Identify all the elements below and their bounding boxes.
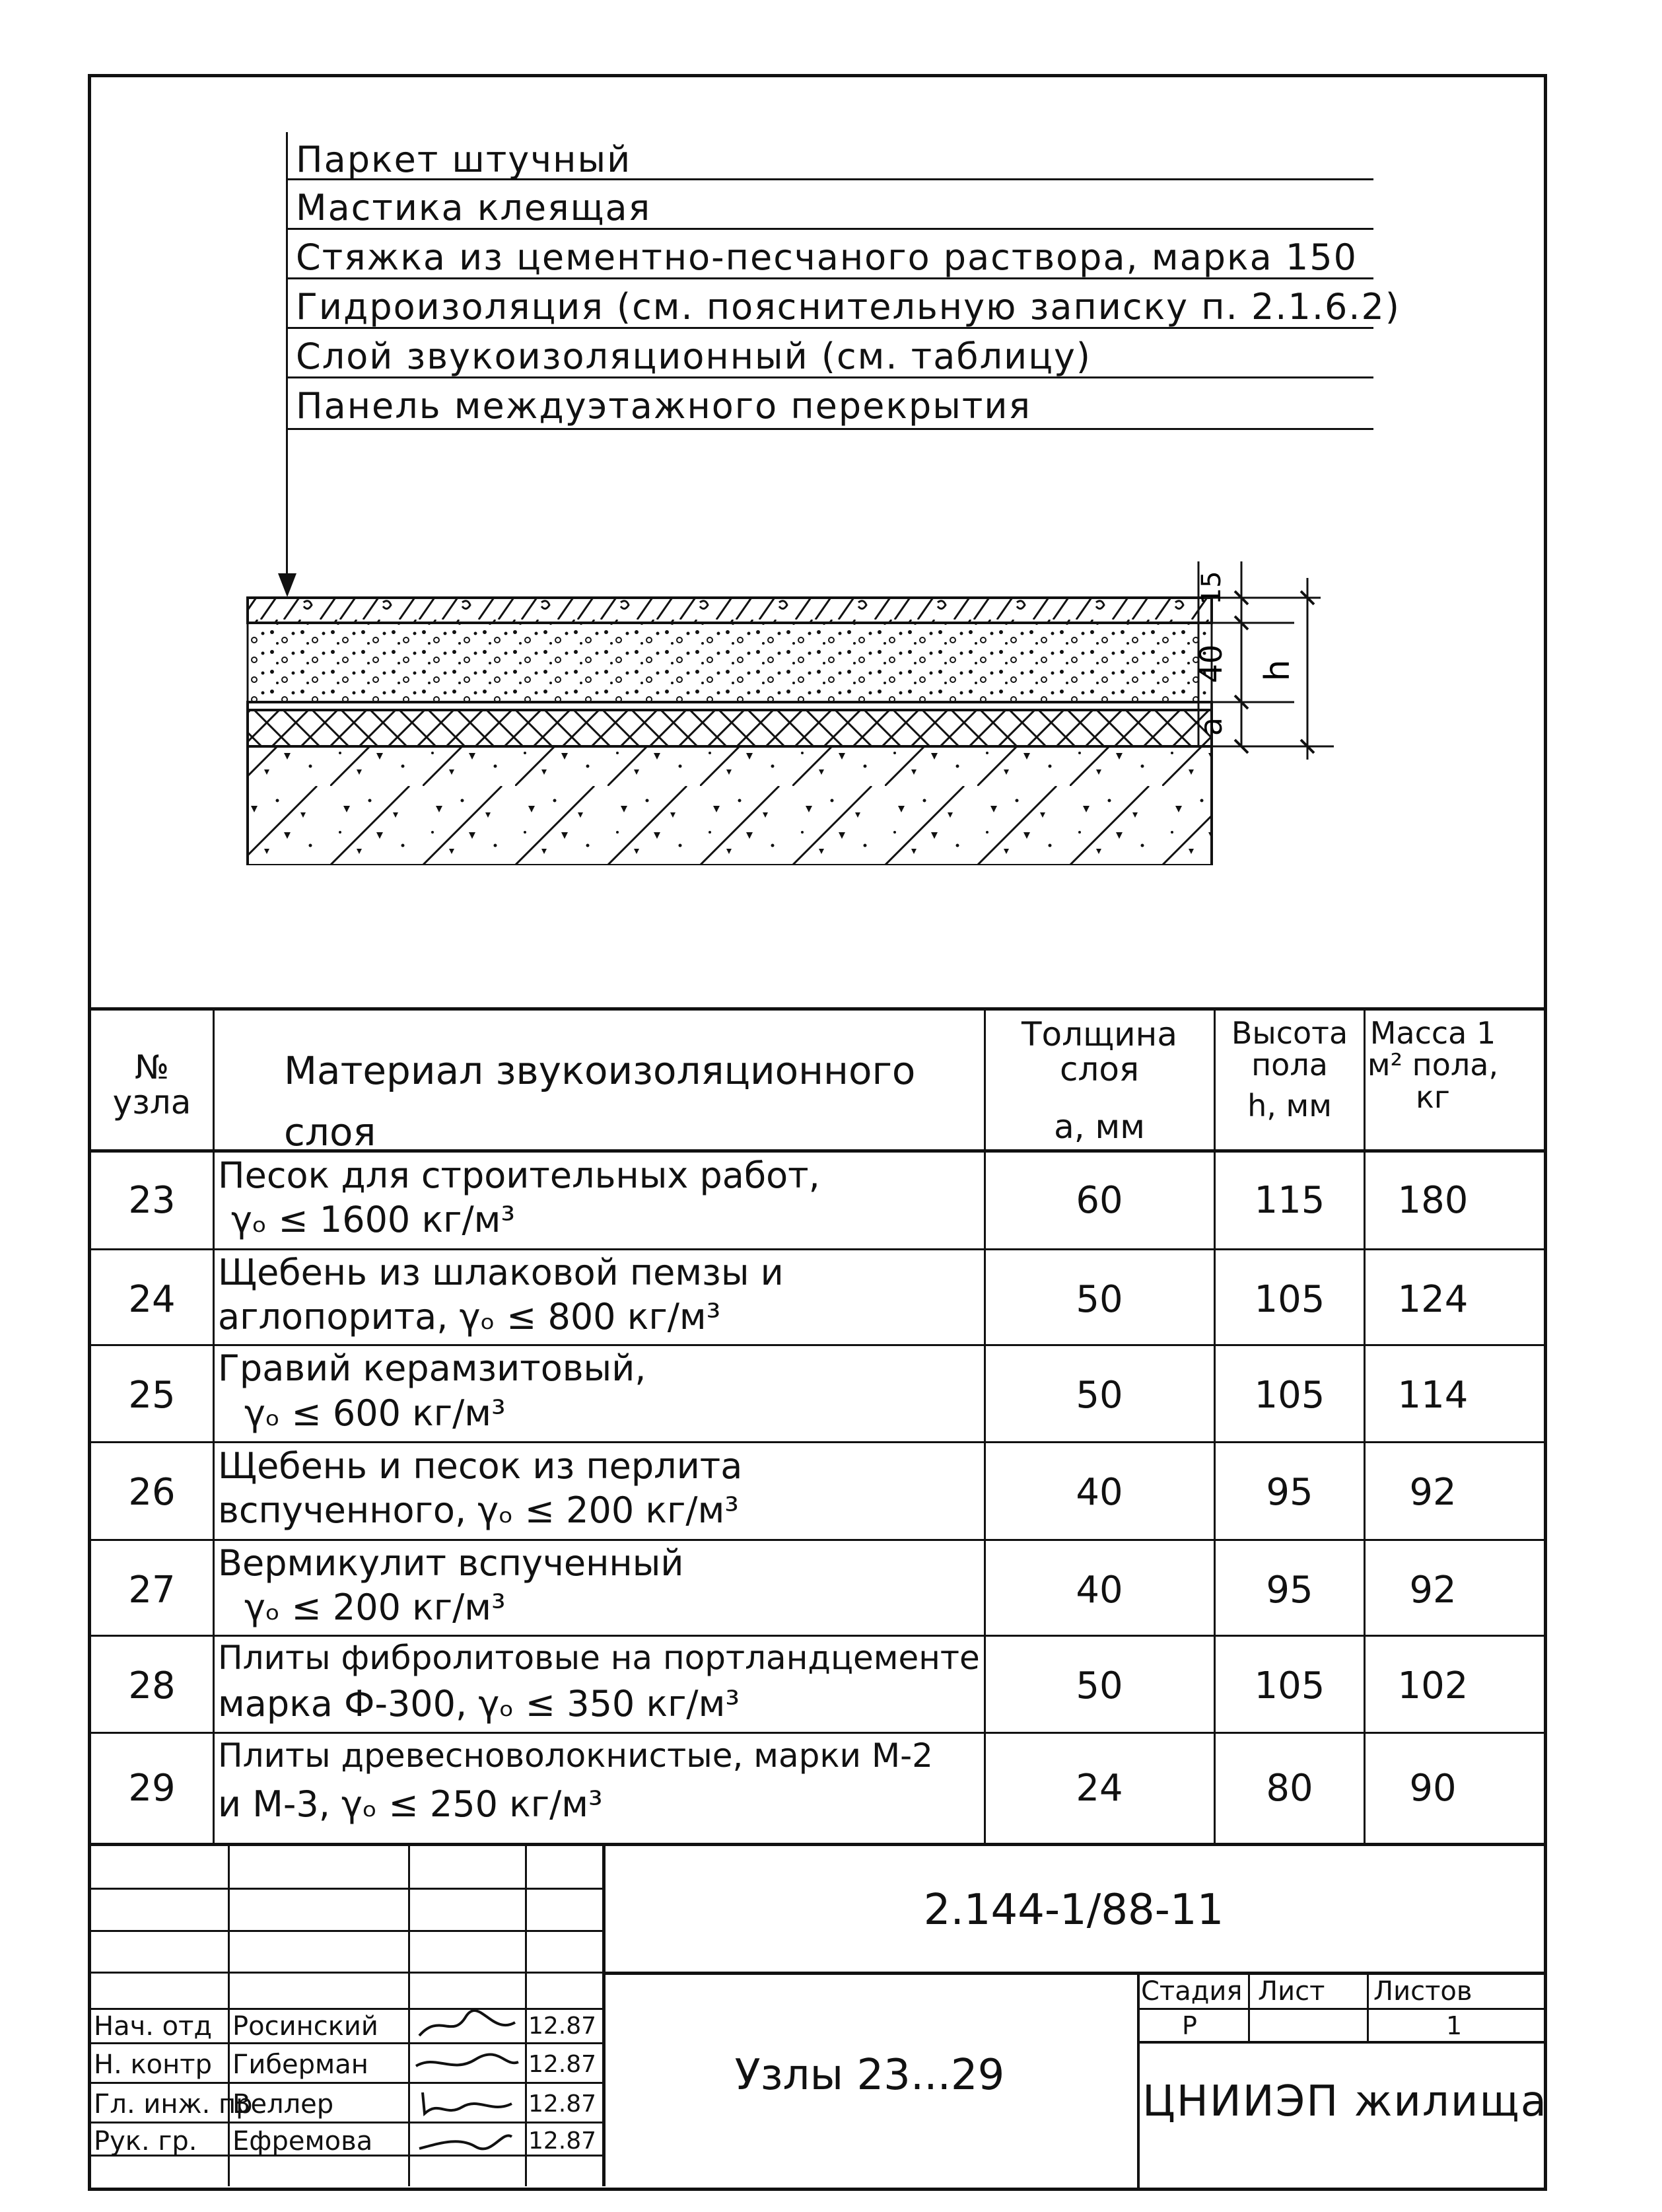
stamp-sheet-col-1 — [1248, 1972, 1250, 2041]
table-top-border — [91, 1007, 1544, 1011]
row-27-node: 27 — [128, 1569, 176, 1612]
stamp-sheet-row-2 — [1137, 2041, 1545, 2044]
row-29-node: 29 — [128, 1767, 176, 1810]
header-node: № узла — [112, 1048, 191, 1122]
role-n-kontr: Н. контр — [94, 2050, 212, 2080]
row-28-material-line1: Плиты фибролитовые на портландцементе — [218, 1639, 980, 1677]
row-23-node: 23 — [128, 1179, 176, 1222]
date-veller: 12.87 — [528, 2090, 597, 2118]
row-28-material-line2: марка Ф-300, γₒ ≤ 350 кг/м³ — [218, 1683, 740, 1725]
row-25-thickness: 50 — [1076, 1374, 1123, 1417]
row-26-height: 95 — [1266, 1471, 1313, 1514]
row-28-mass: 102 — [1397, 1664, 1469, 1707]
dim-top-label: 15 — [1196, 571, 1227, 605]
sheets-label: Листов — [1373, 1976, 1472, 2007]
row-28-node: 28 — [128, 1664, 176, 1707]
signature-rosinsky — [413, 2009, 522, 2041]
row-line-1 — [91, 1248, 1544, 1250]
stamp-row-3 — [91, 1972, 603, 1974]
layer-underline-2 — [286, 228, 1373, 230]
layer-underline-6 — [286, 428, 1373, 430]
leader-line — [286, 132, 288, 581]
layer-underline-3 — [286, 277, 1373, 279]
row-line-2 — [91, 1344, 1544, 1346]
row-29-material-line1: Плиты древесноволокнистые, марки М-2 — [218, 1736, 933, 1775]
organization-name: ЦНИИЭП жилища — [1142, 2077, 1548, 2126]
row-line-6 — [91, 1732, 1544, 1734]
layer-label-6: Панель междуэтажного перекрытия — [296, 385, 1031, 427]
acoustic-layer — [248, 710, 1212, 746]
signature-efremova — [413, 2123, 522, 2155]
header-thickness: Толщина слоя — [1021, 1015, 1177, 1088]
col-line-3 — [1214, 1007, 1216, 1843]
layer-underline-5 — [286, 376, 1373, 378]
row-29-thickness: 24 — [1076, 1767, 1123, 1810]
row-29-mass: 90 — [1409, 1767, 1457, 1810]
row-27-material-line1: Вермикулит вспученный — [218, 1542, 684, 1584]
date-efremova: 12.87 — [528, 2127, 597, 2155]
row-23-mass: 180 — [1397, 1179, 1469, 1222]
row-26-material-line2: вспученного, γₒ ≤ 200 кг/м³ — [218, 1489, 739, 1531]
name-efremova: Ефремова — [232, 2126, 373, 2157]
name-giberman: Гиберман — [232, 2050, 368, 2080]
row-27-material-line2: γₒ ≤ 200 кг/м³ — [244, 1587, 506, 1628]
col-line-4 — [1364, 1007, 1366, 1843]
row-28-thickness: 50 — [1076, 1664, 1123, 1707]
header-height: Высота пола — [1231, 1015, 1348, 1083]
stamp-row-5 — [91, 2042, 603, 2044]
stamp-row-2 — [91, 1930, 603, 1932]
row-24-material-line1: Щебень из шлаковой пемзы и — [218, 1252, 784, 1293]
parquet-layer — [248, 598, 1212, 623]
layer-label-2: Мастика клеящая — [296, 187, 652, 229]
layer-label-4: Гидроизоляция (см. пояснительную записку п. 2.1.6.2) — [296, 286, 1401, 328]
role-gl-inzh: Гл. инж. пр — [94, 2089, 253, 2120]
row-25-material-line1: Гравий керамзитовый, — [218, 1347, 646, 1389]
row-26-thickness: 40 — [1076, 1471, 1123, 1514]
col-line-2 — [984, 1007, 986, 1843]
screed-layer — [248, 623, 1212, 702]
layer-label-3: Стяжка из цементно-песчаного раствора, марка 150 — [296, 236, 1358, 278]
row-23-height: 115 — [1254, 1179, 1325, 1222]
row-24-material-line2: аглопорита, γₒ ≤ 800 кг/м³ — [218, 1296, 721, 1338]
header-material: Материал звукоизоляционного слоя — [284, 1048, 916, 1155]
header-mass: Масса 1 м² пола, кг — [1367, 1015, 1499, 1115]
row-24-height: 105 — [1254, 1278, 1325, 1321]
name-veller: Веллер — [232, 2089, 334, 2120]
stage-value: Р — [1182, 2011, 1197, 2040]
sheets-value: 1 — [1446, 2011, 1463, 2040]
stamp-row-1 — [91, 1888, 603, 1890]
layer-label-1: Паркет штучный — [296, 139, 632, 180]
role-nach-otd: Нач. отд — [94, 2011, 213, 2042]
stamp-row-7 — [91, 2122, 603, 2123]
stamp-col-2 — [408, 1843, 410, 2186]
header-thickness-unit: a, мм — [1054, 1108, 1145, 1146]
row-25-mass: 114 — [1397, 1374, 1469, 1417]
row-25-material-line2: γₒ ≤ 600 кг/м³ — [244, 1392, 506, 1434]
stamp-sheet-row-1 — [1137, 2008, 1545, 2010]
drawing-code: 2.144-1/88-11 — [923, 1886, 1224, 1935]
row-29-material-line2: и М-3, γₒ ≤ 250 кг/м³ — [218, 1783, 603, 1825]
stamp-row-4 — [91, 2008, 603, 2010]
floor-slab-layer — [248, 746, 1212, 865]
date-rosinsky: 12.87 — [528, 2013, 597, 2040]
row-26-node: 26 — [128, 1471, 176, 1514]
date-giberman: 12.87 — [528, 2051, 597, 2078]
signature-giberman — [413, 2048, 522, 2079]
role-ruk-gr: Рук. гр. — [94, 2126, 197, 2157]
stamp-row-6 — [91, 2082, 603, 2084]
row-28-height: 105 — [1254, 1664, 1325, 1707]
row-23-material-line2: γₒ ≤ 1600 кг/м³ — [231, 1199, 516, 1240]
row-25-node: 25 — [128, 1374, 176, 1417]
col-line-1 — [213, 1007, 215, 1843]
stamp-code-bottom — [602, 1972, 1545, 1975]
drawing-title: Узлы 23...29 — [734, 2051, 1005, 2100]
stage-label: Стадия — [1141, 1976, 1243, 2007]
dim-total-label: h — [1258, 659, 1298, 682]
row-27-mass: 92 — [1409, 1569, 1457, 1612]
row-29-height: 80 — [1266, 1767, 1313, 1810]
row-line-4 — [91, 1539, 1544, 1541]
layer-label-5: Слой звукоизоляционный (см. таблицу) — [296, 336, 1091, 377]
row-25-height: 105 — [1254, 1374, 1325, 1417]
row-27-height: 95 — [1266, 1569, 1313, 1612]
row-line-3 — [91, 1441, 1544, 1443]
row-23-material-line1: Песок для строительных работ, — [218, 1155, 820, 1196]
row-24-mass: 124 — [1397, 1278, 1469, 1321]
row-24-thickness: 50 — [1076, 1278, 1123, 1321]
stamp-col-3 — [525, 1843, 527, 2186]
row-27-thickness: 40 — [1076, 1569, 1123, 1612]
stamp-col-1 — [228, 1843, 230, 2186]
table-bottom-border — [91, 1843, 1544, 1846]
row-26-material-line1: Щебень и песок из перлита — [218, 1445, 743, 1487]
name-rosinsky: Росинский — [232, 2011, 378, 2042]
row-24-node: 24 — [128, 1278, 176, 1321]
row-23-thickness: 60 — [1076, 1179, 1123, 1222]
dim-middle-label: 40 — [1193, 644, 1229, 684]
row-line-5 — [91, 1635, 1544, 1637]
header-height-unit: h, мм — [1247, 1088, 1332, 1124]
layer-underline-1 — [286, 178, 1373, 180]
signature-veller — [413, 2087, 522, 2119]
stamp-right-divider — [1137, 1972, 1140, 2190]
sheet-label: Лист — [1258, 1976, 1325, 2007]
row-26-mass: 92 — [1409, 1471, 1457, 1514]
layer-underline-4 — [286, 327, 1373, 329]
floor-section-drawing — [238, 548, 1347, 865]
dim-bottom-label: a — [1193, 717, 1229, 736]
stamp-sheet-col-2 — [1367, 1972, 1369, 2041]
